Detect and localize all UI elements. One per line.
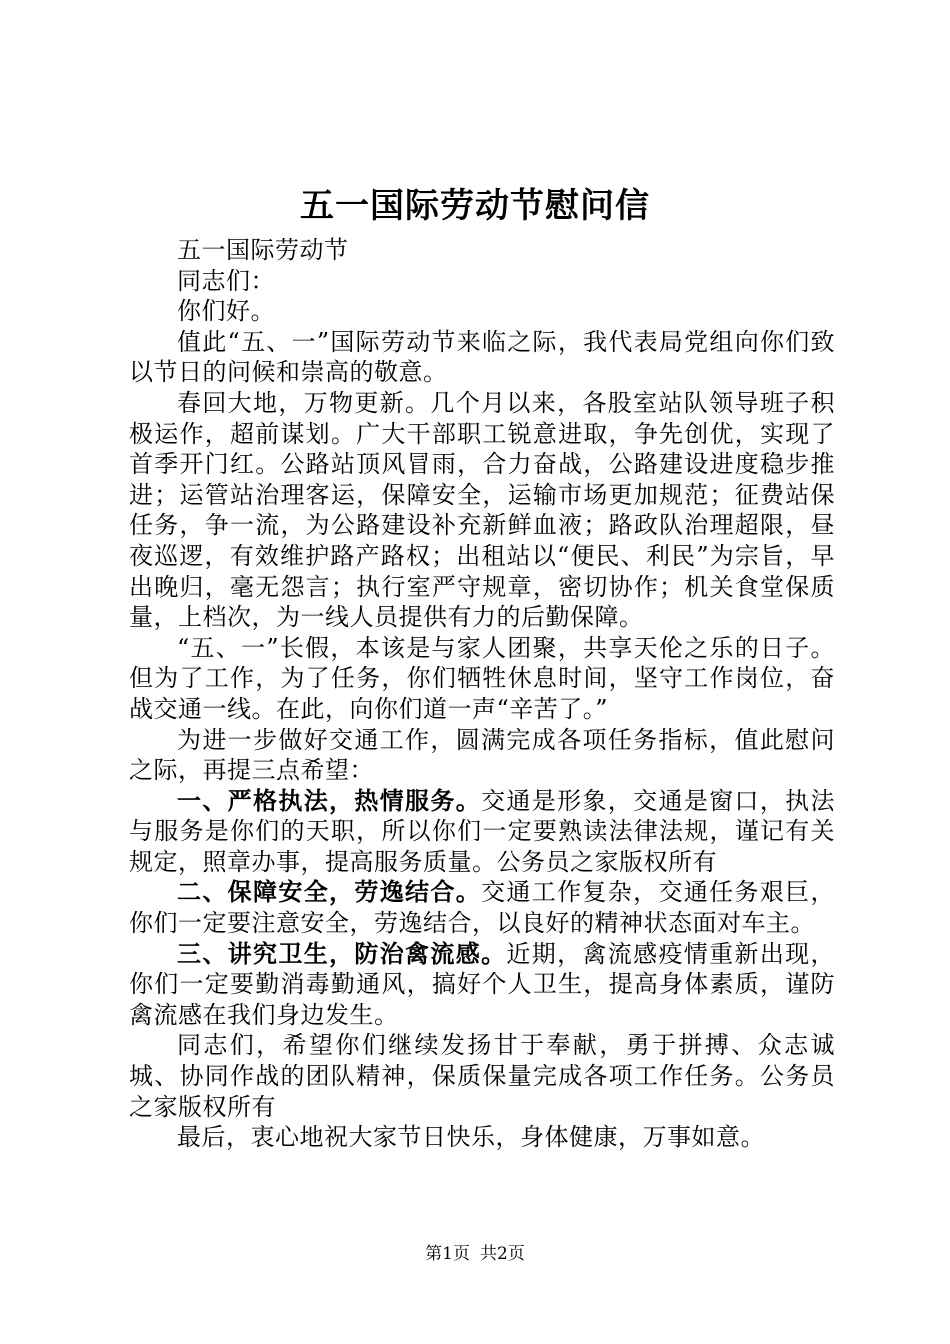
hope-item-lead: 三、讲究卫生，防治禽流感。 (177, 938, 507, 968)
page-number: 第1页 (425, 1244, 470, 1264)
hope-item-lead: 一、严格执法，热情服务。 (177, 785, 482, 815)
hope-item-1: 一、严格执法，热情服务。交通是形象，交通是窗口，执法与服务是你们的天职，所以你们一定要熟读法律法规，谨记有关规定，照章办事，提高服务质量。公务员之家版权所有 (129, 785, 836, 876)
greeting: 你们好。 (177, 297, 275, 326)
document-body (129, 235, 835, 1153)
page-total: 共2页 (480, 1244, 525, 1264)
closing: 最后，衷心地祝大家节日快乐，身体健康，万事如意。 (177, 1123, 765, 1152)
paragraph: 春回大地，万物更新。几个月以来，各股室站队领导班子积极运作，超前谋划。广大干部职工锐意进取，争先创优，实现了首季开门红。公路站顶风冒雨，合力奋战，公路建设进度稳步推进；运管站治理客运，保障安全，运输市场更加规范；征费站保任务，争一流，为公路建设补充新鲜血液；路政队治理超限，昼夜巡逻，有效维护路产路权；出租站以“便民、利民”为宗旨，早出晚归，毫无怨言；执行室严守规章，密切协作；机关食堂保质量，上档次，为一线人员提供有力的后勤保障。 (129, 388, 835, 632)
paragraph: 同志们，希望你们继续发扬甘于奉献，勇于拼搏、众志诚城、协同作战的团队精神，保质保量完成各项工作任务。公务员之家版权所有 (129, 1031, 835, 1121)
hope-item-2: 二、保障安全，劳逸结合。交通工作复杂，交通任务艰巨，你们一定要注意安全，劳逸结合，以良好的精神状态面对车主。 (129, 877, 836, 938)
hope-item-3: 三、讲究卫生，防治禽流感。近期，禽流感疫情重新出现，你们一定要勤消毒勤通风，搞好个人卫生，提高身体素质，谨防禽流感在我们身边发生。 (129, 938, 836, 1029)
salutation-header: 五一国际劳动节 (177, 236, 349, 264)
document-title: 五一国际劳动节慰问信 (300, 186, 650, 226)
salutation: 同志们： (177, 266, 275, 295)
page-footer (0, 1242, 950, 1266)
hope-item-lead: 二、保障安全，劳逸结合。 (177, 877, 482, 907)
paragraph: “五、一”长假，本该是与家人团聚，共享天伦之乐的日子。但为了工作，为了任务，你们牺牲休息时间，坚守工作岗位，奋战交通一线。在此，向你们道一声“辛苦了。” (129, 633, 835, 723)
paragraph: 值此“五、一”国际劳动节来临之际，我代表局党组向你们致以节日的问候和崇高的敬意。 (129, 327, 835, 387)
paragraph: 为进一步做好交通工作，圆满完成各项任务指标，值此慰问之际，再提三点希望： (129, 725, 835, 785)
